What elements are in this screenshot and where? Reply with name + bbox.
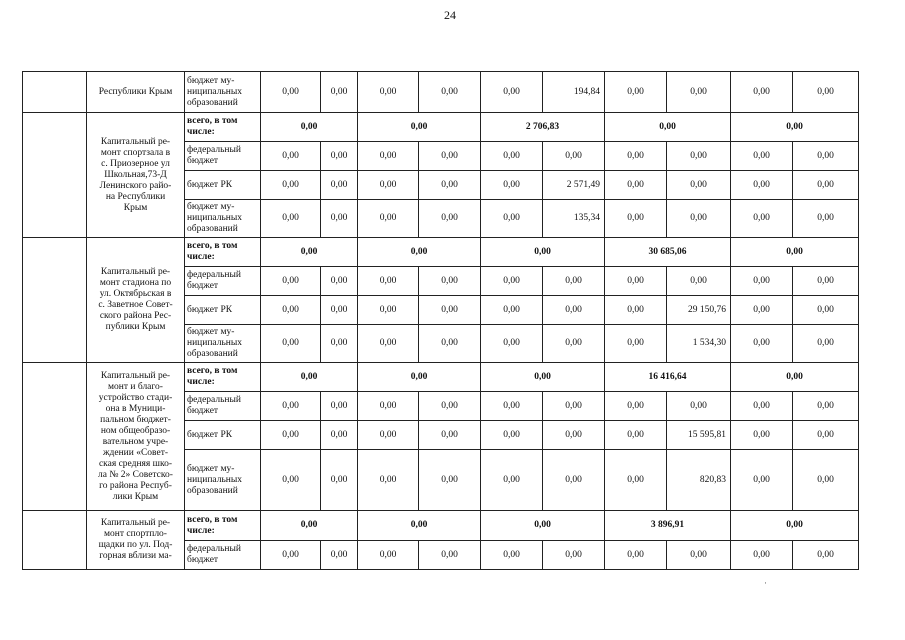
row-number-cell	[23, 238, 87, 363]
value-cell: 0,00	[481, 142, 543, 171]
total-row	[23, 113, 859, 142]
value-cell: 0,00	[543, 142, 605, 171]
value-cell: 0,00	[419, 450, 481, 511]
value-cell: 29 150,76	[667, 296, 731, 325]
value-cell: 0,00	[261, 142, 321, 171]
value-cell: 0,00	[481, 72, 543, 113]
page-number: 24	[444, 8, 456, 22]
value-cell: 0,00	[793, 267, 859, 296]
value-cell: 0,00	[481, 392, 543, 421]
value-cell: 0,00	[419, 392, 481, 421]
funding-source-cell: бюджет РК	[185, 171, 261, 200]
value-cell: 135,34	[543, 200, 605, 238]
value-cell: 0,00	[358, 296, 419, 325]
total-value-cell: 16 416,64	[605, 363, 731, 392]
value-cell: 0,00	[731, 325, 793, 363]
value-cell: 0,00	[358, 392, 419, 421]
total-value-cell: 2 706,83	[481, 113, 605, 142]
value-cell: 0,00	[321, 392, 358, 421]
funding-source-cell: бюджет му- ниципальных образований	[185, 325, 261, 363]
budget-table	[22, 71, 859, 570]
value-cell: 0,00	[321, 325, 358, 363]
total-label-cell: всего, в том числе:	[185, 511, 261, 541]
total-value-cell: 3 896,91	[605, 511, 731, 541]
value-cell: 0,00	[321, 142, 358, 171]
total-value-cell: 30 685,06	[605, 238, 731, 267]
total-row	[23, 363, 859, 392]
funding-source-cell: федеральный бюджет	[185, 541, 261, 570]
total-row	[23, 511, 859, 541]
total-value-cell: 0,00	[731, 511, 859, 541]
value-cell: 0,00	[543, 267, 605, 296]
value-cell: 1 534,30	[667, 325, 731, 363]
total-value-cell: 0,00	[261, 363, 358, 392]
value-cell: 0,00	[481, 325, 543, 363]
row-number-cell	[23, 113, 87, 238]
value-cell: 0,00	[731, 421, 793, 450]
value-cell: 0,00	[731, 450, 793, 511]
value-cell: 0,00	[261, 72, 321, 113]
value-cell: 0,00	[321, 421, 358, 450]
value-cell: 0,00	[793, 541, 859, 570]
value-cell: 0,00	[419, 541, 481, 570]
value-cell: 0,00	[481, 200, 543, 238]
value-cell: 0,00	[543, 325, 605, 363]
value-cell: 0,00	[261, 325, 321, 363]
total-value-cell: 0,00	[261, 511, 358, 541]
value-cell: 0,00	[261, 296, 321, 325]
value-cell: 0,00	[358, 541, 419, 570]
value-cell: 2 571,49	[543, 171, 605, 200]
object-name-cell: Капитальный ре- монт спортзала в с. Приозерное ул Школьная,73-Д Ленинского райо- на Республики Крым	[87, 113, 185, 238]
total-value-cell: 0,00	[358, 363, 481, 392]
value-cell: 0,00	[667, 72, 731, 113]
value-cell: 0,00	[731, 541, 793, 570]
value-cell: 0,00	[481, 450, 543, 511]
total-label-cell: всего, в том числе:	[185, 238, 261, 267]
value-cell: 0,00	[261, 200, 321, 238]
row-number-cell	[23, 363, 87, 511]
total-label-cell: всего, в том числе:	[185, 363, 261, 392]
value-cell: 15 595,81	[667, 421, 731, 450]
value-cell: 0,00	[481, 171, 543, 200]
value-cell: 0,00	[605, 541, 667, 570]
total-value-cell: 0,00	[358, 238, 481, 267]
value-cell: 0,00	[793, 171, 859, 200]
funding-source-cell: бюджет РК	[185, 296, 261, 325]
value-cell: 0,00	[419, 142, 481, 171]
value-cell: 0,00	[321, 200, 358, 238]
value-cell: 0,00	[419, 421, 481, 450]
value-cell: 0,00	[793, 296, 859, 325]
total-value-cell: 0,00	[261, 238, 358, 267]
value-cell: 0,00	[793, 450, 859, 511]
value-cell: 0,00	[605, 142, 667, 171]
value-cell: 0,00	[605, 200, 667, 238]
object-name-cell: Капитальный ре- монт спортпло- щадки по ул. Под- горная вблизи ма-	[87, 511, 185, 570]
value-cell: 0,00	[419, 72, 481, 113]
value-cell: 0,00	[261, 541, 321, 570]
value-cell: 0,00	[731, 142, 793, 171]
value-cell: 0,00	[605, 171, 667, 200]
row-number-cell	[23, 511, 87, 570]
value-cell: 0,00	[321, 541, 358, 570]
value-cell: 0,00	[481, 267, 543, 296]
value-cell: 0,00	[667, 171, 731, 200]
value-cell: 0,00	[605, 72, 667, 113]
value-cell: 0,00	[481, 421, 543, 450]
value-cell: 0,00	[793, 325, 859, 363]
funding-source-cell: федеральный бюджет	[185, 142, 261, 171]
value-cell: 0,00	[793, 421, 859, 450]
value-cell: 0,00	[543, 421, 605, 450]
value-cell: 0,00	[605, 296, 667, 325]
value-cell: 0,00	[731, 200, 793, 238]
value-cell: 0,00	[419, 200, 481, 238]
total-value-cell: 0,00	[731, 363, 859, 392]
value-cell: 0,00	[261, 171, 321, 200]
total-value-cell: 0,00	[481, 238, 605, 267]
funding-source-cell: бюджет му- ниципальных образований	[185, 72, 261, 113]
value-cell: 0,00	[419, 296, 481, 325]
value-cell: 0,00	[358, 72, 419, 113]
value-cell: 820,83	[667, 450, 731, 511]
value-cell: 0,00	[605, 267, 667, 296]
object-name-cell: Республики Крым	[87, 72, 185, 113]
funding-source-cell: федеральный бюджет	[185, 267, 261, 296]
value-cell: 0,00	[605, 392, 667, 421]
value-cell: 0,00	[358, 267, 419, 296]
value-cell: 0,00	[261, 392, 321, 421]
total-value-cell: 0,00	[358, 511, 481, 541]
funding-source-cell: федеральный бюджет	[185, 392, 261, 421]
value-cell: 0,00	[481, 541, 543, 570]
value-cell: 0,00	[321, 267, 358, 296]
value-cell: 0,00	[731, 296, 793, 325]
total-value-cell: 0,00	[358, 113, 481, 142]
value-cell: 0,00	[543, 392, 605, 421]
value-cell: 0,00	[358, 421, 419, 450]
value-cell: 0,00	[481, 296, 543, 325]
value-cell: 194,84	[543, 72, 605, 113]
value-cell: 0,00	[358, 171, 419, 200]
value-cell: 0,00	[419, 325, 481, 363]
total-value-cell: 0,00	[731, 238, 859, 267]
value-cell: 0,00	[321, 72, 358, 113]
value-cell: 0,00	[321, 296, 358, 325]
scan-mark: ·	[764, 578, 767, 588]
value-cell: 0,00	[261, 267, 321, 296]
value-cell: 0,00	[605, 450, 667, 511]
funding-source-cell: бюджет му- ниципальных образований	[185, 450, 261, 511]
table-row	[23, 72, 859, 113]
row-number-cell	[23, 72, 87, 113]
funding-source-cell: бюджет РК	[185, 421, 261, 450]
value-cell: 0,00	[358, 142, 419, 171]
value-cell: 0,00	[358, 325, 419, 363]
funding-source-cell: бюджет му- ниципальных образований	[185, 200, 261, 238]
value-cell: 0,00	[543, 296, 605, 325]
value-cell: 0,00	[667, 392, 731, 421]
value-cell: 0,00	[793, 142, 859, 171]
value-cell: 0,00	[793, 200, 859, 238]
value-cell: 0,00	[419, 267, 481, 296]
value-cell: 0,00	[731, 392, 793, 421]
value-cell: 0,00	[358, 200, 419, 238]
value-cell: 0,00	[731, 72, 793, 113]
total-value-cell: 0,00	[481, 363, 605, 392]
total-value-cell: 0,00	[261, 113, 358, 142]
value-cell: 0,00	[605, 421, 667, 450]
value-cell: 0,00	[667, 267, 731, 296]
total-row	[23, 238, 859, 267]
value-cell: 0,00	[419, 171, 481, 200]
value-cell: 0,00	[731, 171, 793, 200]
value-cell: 0,00	[321, 171, 358, 200]
value-cell: 0,00	[793, 392, 859, 421]
value-cell: 0,00	[261, 450, 321, 511]
object-name-cell: Капитальный ре- монт стадиона по ул. Октябрьская в с. Заветное Совет- ского района Рес- публики Крым	[87, 238, 185, 363]
total-value-cell: 0,00	[481, 511, 605, 541]
value-cell: 0,00	[261, 421, 321, 450]
value-cell: 0,00	[605, 325, 667, 363]
value-cell: 0,00	[543, 541, 605, 570]
total-value-cell: 0,00	[731, 113, 859, 142]
value-cell: 0,00	[321, 450, 358, 511]
value-cell: 0,00	[667, 200, 731, 238]
value-cell: 0,00	[667, 541, 731, 570]
value-cell: 0,00	[667, 142, 731, 171]
value-cell: 0,00	[543, 450, 605, 511]
total-value-cell: 0,00	[605, 113, 731, 142]
table-body	[23, 72, 859, 570]
total-label-cell: всего, в том числе:	[185, 113, 261, 142]
value-cell: 0,00	[731, 267, 793, 296]
value-cell: 0,00	[358, 450, 419, 511]
object-name-cell: Капитальный ре- монт и благо- устройство стади- она в Муници- пальном бюджет- ном общеобразо- вательном учре- ждении «Совет- ская средняя шко- ла № 2» Советско- го района Респуб- лики Крым	[87, 363, 185, 511]
value-cell: 0,00	[793, 72, 859, 113]
